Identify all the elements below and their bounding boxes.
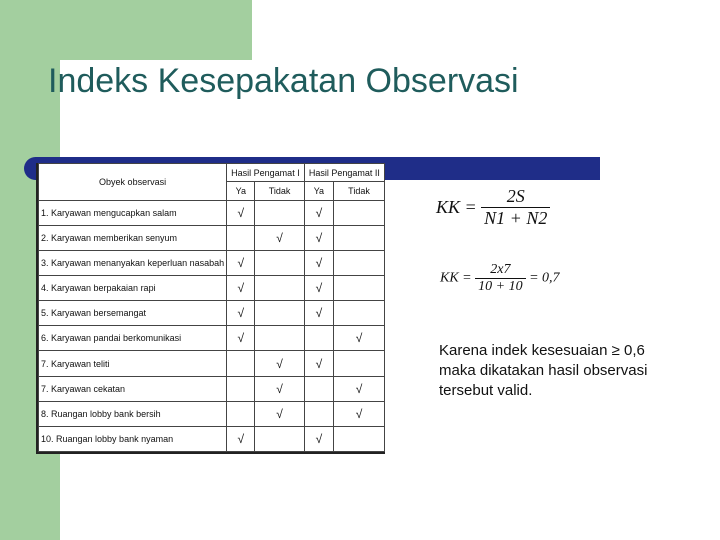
conclusion-text: Karena indek kesesuaian ≥ 0,6 maka dikatakan hasil observasi tersebut valid. bbox=[439, 342, 648, 399]
table-row bbox=[39, 200, 385, 225]
cell-observer2-no bbox=[334, 276, 385, 301]
cell-observer2-no: √ bbox=[334, 401, 385, 426]
formula-kk-lhs: KK = bbox=[436, 197, 477, 217]
cell-observer2-yes: √ bbox=[304, 276, 333, 301]
table-row bbox=[39, 326, 385, 351]
cell-observer2-no: √ bbox=[334, 376, 385, 401]
subheader-no-1: Tidak bbox=[255, 182, 304, 200]
cell-observer2-no bbox=[334, 200, 385, 225]
row-item: 4. Karyawan berpakaian rapi bbox=[39, 276, 227, 301]
cell-observer1-no bbox=[255, 276, 304, 301]
cell-observer1-yes: √ bbox=[227, 326, 255, 351]
row-item: 6. Karyawan pandai berkomunikasi bbox=[39, 326, 227, 351]
table-row bbox=[39, 225, 385, 250]
cell-observer2-yes bbox=[304, 326, 333, 351]
cell-observer1-no: √ bbox=[255, 401, 304, 426]
cell-observer1-no bbox=[255, 326, 304, 351]
header-aspect: Obyek observasi bbox=[39, 164, 227, 201]
formula-kk bbox=[436, 186, 550, 229]
formula-calc-lhs: KK = bbox=[440, 270, 472, 286]
observation-table bbox=[36, 163, 385, 454]
cell-observer2-no: √ bbox=[334, 326, 385, 351]
cell-observer2-yes: √ bbox=[304, 200, 333, 225]
header-observer-2: Hasil Pengamat II bbox=[304, 164, 384, 182]
cell-observer2-no bbox=[334, 351, 385, 376]
row-item: 2. Karyawan memberikan senyum bbox=[39, 225, 227, 250]
cell-observer1-yes: √ bbox=[227, 301, 255, 326]
row-item: 7. Karyawan cekatan bbox=[39, 376, 227, 401]
cell-observer2-yes bbox=[304, 376, 333, 401]
cell-observer1-yes bbox=[227, 225, 255, 250]
cell-observer1-yes bbox=[227, 376, 255, 401]
table-row bbox=[39, 426, 385, 451]
cell-observer2-yes: √ bbox=[304, 351, 333, 376]
cell-observer1-yes: √ bbox=[227, 426, 255, 451]
cell-observer2-no bbox=[334, 251, 385, 276]
subheader-yes-2: Ya bbox=[304, 182, 333, 200]
header-observer-1: Hasil Pengamat I bbox=[227, 164, 305, 182]
cell-observer2-yes: √ bbox=[304, 251, 333, 276]
cell-observer2-yes bbox=[304, 401, 333, 426]
table-row bbox=[39, 351, 385, 376]
cell-observer1-no bbox=[255, 426, 304, 451]
formula-calc-denominator: 10 + 10 bbox=[478, 279, 523, 294]
top-accent-block bbox=[60, 0, 252, 60]
cell-observer1-yes bbox=[227, 401, 255, 426]
formula-calc-fraction bbox=[475, 262, 525, 295]
table-row bbox=[39, 251, 385, 276]
table-header-row bbox=[39, 164, 385, 182]
formula-calc-result: = 0,7 bbox=[529, 270, 560, 286]
formula-kk-denominator: N1 + N2 bbox=[484, 208, 548, 228]
cell-observer1-no bbox=[255, 251, 304, 276]
cell-observer1-yes bbox=[227, 351, 255, 376]
row-item: 1. Karyawan mengucapkan salam bbox=[39, 200, 227, 225]
table-row bbox=[39, 401, 385, 426]
cell-observer2-yes: √ bbox=[304, 301, 333, 326]
row-item: 8. Ruangan lobby bank bersih bbox=[39, 401, 227, 426]
subheader-yes-1: Ya bbox=[227, 182, 255, 200]
formula-kk-fraction bbox=[481, 186, 550, 229]
cell-observer2-no bbox=[334, 225, 385, 250]
cell-observer1-no: √ bbox=[255, 225, 304, 250]
row-item: 5. Karyawan bersemangat bbox=[39, 301, 227, 326]
cell-observer2-yes: √ bbox=[304, 426, 333, 451]
formula-kk-calculation bbox=[440, 262, 560, 295]
cell-observer2-yes: √ bbox=[304, 225, 333, 250]
cell-observer2-no bbox=[334, 301, 385, 326]
row-item: 3. Karyawan menanyakan keperluan nasabah bbox=[39, 251, 227, 276]
cell-observer1-no bbox=[255, 301, 304, 326]
cell-observer1-yes: √ bbox=[227, 251, 255, 276]
cell-observer1-no: √ bbox=[255, 351, 304, 376]
table-row bbox=[39, 301, 385, 326]
row-item: 10. Ruangan lobby bank nyaman bbox=[39, 426, 227, 451]
formula-kk-numerator: 2S bbox=[481, 186, 550, 208]
cell-observer2-no bbox=[334, 426, 385, 451]
row-item: 7. Karyawan teliti bbox=[39, 351, 227, 376]
cell-observer1-no bbox=[255, 200, 304, 225]
cell-observer1-yes: √ bbox=[227, 276, 255, 301]
cell-observer1-no: √ bbox=[255, 376, 304, 401]
slide-title: Indeks Kesepakatan Observasi bbox=[48, 62, 519, 100]
table-row bbox=[39, 376, 385, 401]
cell-observer1-yes: √ bbox=[227, 200, 255, 225]
subheader-no-2: Tidak bbox=[334, 182, 385, 200]
table-row bbox=[39, 276, 385, 301]
formula-calc-numerator: 2x7 bbox=[475, 262, 525, 279]
